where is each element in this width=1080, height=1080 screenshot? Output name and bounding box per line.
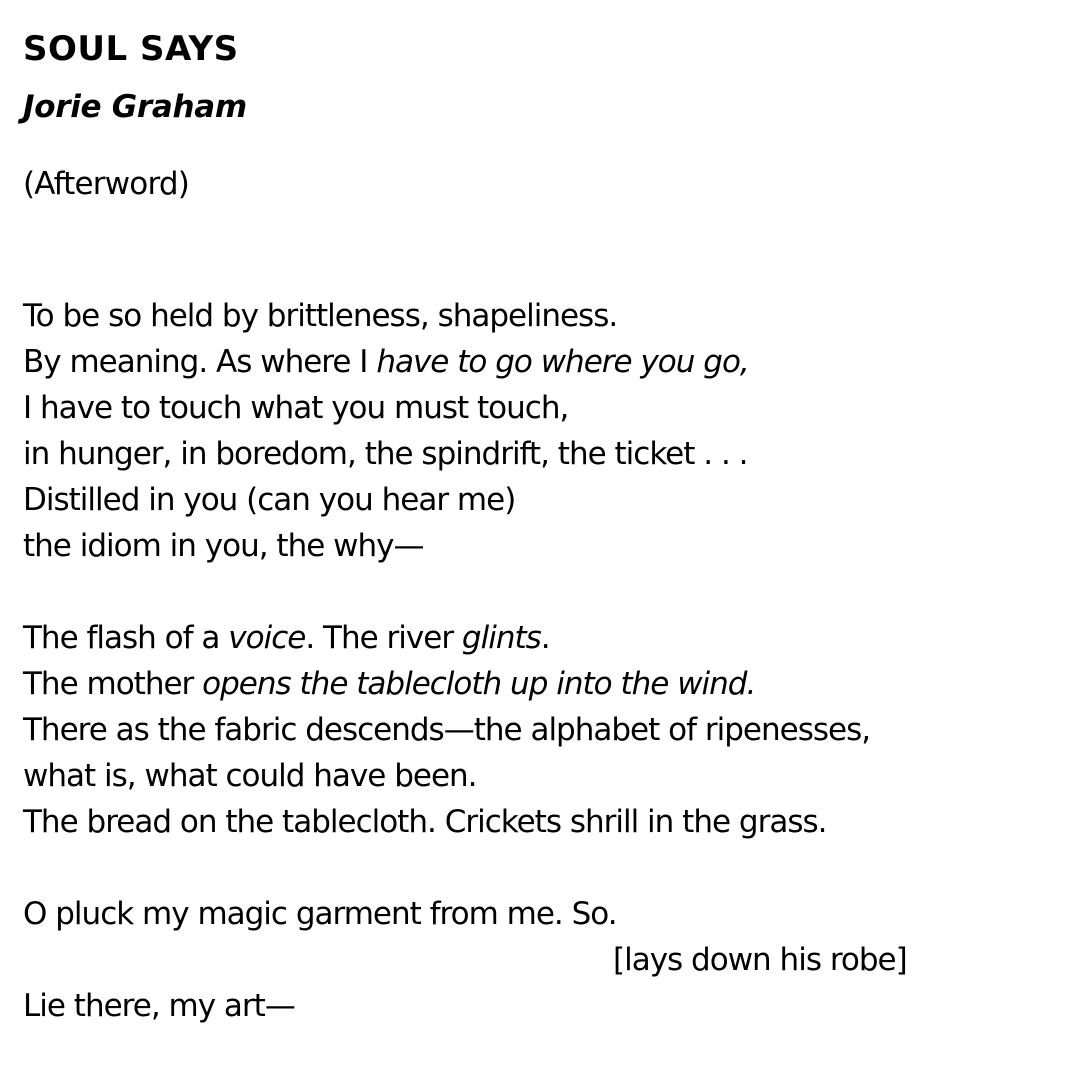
poem-title: SOUL SAYS (23, 29, 239, 69)
poem-line: Lie there, my art— (23, 988, 295, 1024)
line-text-italic: have to go where you go, (376, 344, 749, 380)
poem-line (23, 615, 1063, 661)
poem-body (23, 293, 1063, 1075)
line-text: By meaning. As where I (23, 344, 377, 380)
stanza-2 (23, 615, 1063, 845)
poem-page (23, 0, 1063, 1080)
poem-line: O pluck my magic garment from me. So. (23, 896, 617, 932)
poem-line: There as the fabric descends—the alphabet of ripenesses, (23, 712, 871, 748)
poem-subtitle: (Afterword) (23, 166, 190, 202)
line-text: . (540, 620, 550, 656)
poem-line: Distilled in you (can you hear me) (23, 482, 516, 518)
poem-line: the idiom in you, the why— (23, 528, 424, 564)
line-text-italic: voice (228, 620, 306, 656)
line-text: . The river (305, 620, 462, 656)
line-text-italic: opens the tablecloth up into the wind. (202, 666, 756, 702)
poem-line (23, 661, 1063, 707)
stanza-1 (23, 293, 1063, 569)
poem-line: what is, what could have been. (23, 758, 477, 794)
poem-line: in hunger, in boredom, the spindrift, the ticket . . . (23, 436, 748, 472)
poem-line: I have to touch what you must touch, (23, 390, 569, 426)
poem-line (23, 339, 1063, 385)
stanza-3 (23, 891, 1063, 1029)
line-text-italic: glints (461, 620, 541, 656)
poem-author: Jorie Graham (23, 89, 247, 125)
stage-direction: [lays down his robe] (613, 942, 907, 978)
poem-line: The bread on the tablecloth. Crickets shrill in the grass. (23, 804, 827, 840)
line-text: The flash of a (23, 620, 229, 656)
line-text: The mother (23, 666, 203, 702)
poem-line: To be so held by brittleness, shapeliness. (23, 298, 618, 334)
